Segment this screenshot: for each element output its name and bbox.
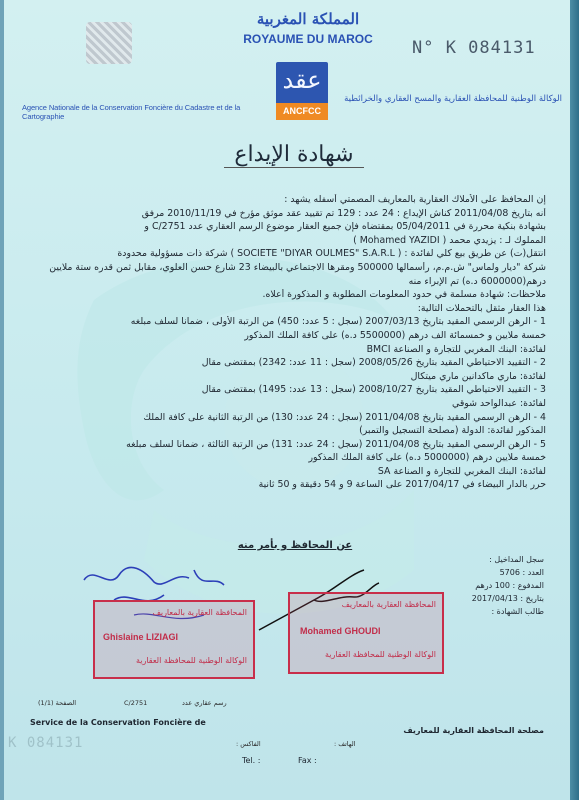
body-line: 1 - الرهن الرسمي المقيد بتاريخ 2007/03/13 (سجل : 5 عدد: 450) من الرتبة الأولى ، ضمانا لسلف مبلغه (130, 316, 546, 328)
body-line: خمسة ملايين و خمسمائة الف درهم (5500000 د.ه) على كافة الملك المذكور (244, 329, 546, 341)
body-line: شركة "ديار ولماس" ش.م.م، رأسمالها 500000 ومقرها الاجتماعي بالبيضاء 23 شارع حسن العلوي، مقابل ثمن قدره ستة ملايين (49, 261, 546, 273)
service-name-arabic: مصلحة المحافظة العقارية للمعاريف (403, 726, 544, 735)
body-line: درهم(6000000 د.ه) تم الإبراء منه (408, 275, 546, 287)
kingdom-french: ROYAUME DU MAROC (243, 32, 373, 46)
background-edge (570, 0, 579, 800)
left-stamp-line-1: المحافظة العقارية بالمعاريف (152, 608, 247, 617)
service-name-french: Service de la Conservation Foncière de (30, 718, 206, 727)
certificate-serial: N° K 084131 (412, 38, 536, 58)
body-line: خمسة ملايين درهم (5000000 د.ه) على كافة الملك المذكور (308, 452, 546, 464)
logo-label: ANCFCC (276, 103, 328, 120)
registry-number-label: العدد : (522, 568, 544, 577)
agency-name-arabic: الوكالة الوطنية للمحافظة العقارية والمسح العقاري والخرائطية (344, 94, 562, 104)
title-number: C/2751 (124, 699, 148, 707)
certificate-body (38, 194, 546, 493)
left-official-stamp (93, 600, 255, 679)
fax-label-french: Fax : (298, 756, 317, 765)
body-line: لفائدة: ماري ماكدانين ماري ميتكال (410, 370, 546, 382)
right-stamp-line-2: الوكالة الوطنية للمحافظة العقارية (324, 650, 436, 659)
page-indicator: الصفحة (1/1) (38, 699, 77, 707)
body-line: المذكور لفائدة: الدولة (مصلحة التسجيل والتمبر) (359, 425, 546, 437)
registry-paid: 100 درهم (475, 581, 510, 590)
body-line: 2 - التقييد الاحتياطي المقيد بتاريخ 2008/05/26 (سجل : 11 عدد: 2342) بمقتضى مقال (201, 357, 546, 369)
agency-name-french: Agence Nationale de la Conservation Foncière du Cadastre et de la Cartographie (22, 103, 241, 121)
body-line: حرر بالدار البيضاء في 2017/04/17 على الساعة 9 و 54 دقيقة و 50 ثانية (258, 479, 546, 491)
title-number-label: رسم عقاري عدد (182, 699, 227, 707)
body-line: بشهادة بنكية محررة في 05/04/2011 بمقتضاه فإن جميع العقار موضوع الرسم العقاري عدد C/2751 و (144, 221, 546, 233)
body-line: 4 - الرهن الرسمي المقيد بتاريخ 2011/04/08 (سجل : 24 عدد: 130) من الرتبة الثانية على كافة الملك (143, 411, 546, 423)
body-line: 5 - الرهن الرسمي المقيد بتاريخ 2011/04/08 (سجل : 24 عدد: 131) من الرتبة الثالثة ، ضمانا لسلف مبلغه (126, 438, 546, 450)
phone-label-arabic: الهاتف : (334, 740, 356, 748)
body-line: لفائدة: البنك المغربي للتجارة و الصناعة SA (377, 465, 546, 477)
logo-glyph: عقد (282, 66, 322, 94)
body-line: لفائدة: عبدالواحد شوقي (452, 397, 546, 409)
left-stamp-name: Ghislaine LIZIAGI (103, 632, 179, 642)
tel-label-french: Tel. : (242, 756, 261, 765)
right-stamp-name: Mohamed GHOUDI (300, 626, 381, 636)
watermark-serial: K 084131 (8, 735, 84, 751)
document-title: شهادة الإيداع (224, 142, 364, 168)
registry-date: 2017/04/13 (471, 594, 518, 603)
registry-date-label: بتاريخ : (520, 594, 544, 603)
registry-label: سجل المداخيل : (489, 555, 544, 564)
certificate-page (4, 0, 570, 800)
signature-caption: عن المحافظ و بأمر منه (237, 540, 353, 551)
body-line: ملاحظات: شهادة مسلمة في حدود المعلومات المطلوبة و المذكورة أعلاه. (262, 289, 546, 301)
kingdom-arabic: المملكة المغربية (256, 10, 360, 28)
body-line: أنه بتاريخ 2011/04/08 كناش الإيداع : 24 عدد : 129 تم تقييد عقد موثق مؤرخ في 2010/11/19 مرفق (141, 207, 546, 219)
body-line: لفائدة: البنك المغربي للتجارة و الصناعة BMCI (366, 343, 546, 355)
hologram-sticker (86, 22, 132, 64)
right-official-stamp (288, 592, 444, 674)
registry-number: 5706 (499, 568, 520, 577)
body-line: إن المحافظ على الأملاك العقارية بالمعاريف المصمتي أسفله يشهد : (284, 194, 546, 205)
fax-label-arabic: الفاكس : (236, 740, 261, 748)
right-stamp-line-1: المحافظة العقارية بالمعاريف (341, 600, 436, 609)
revenue-registry (444, 555, 544, 620)
requester-label: طالب الشهادة : (491, 607, 544, 616)
body-line: انتقل(ت) عن طريق بيع كلي لفائدة : ( SOCIETE "DIYAR OULMES" S.A.R.L ) شركة ذات مسؤولية محدودة (117, 248, 546, 260)
registry-paid-label: المدفوع : (512, 581, 544, 590)
body-line: 3 - التقييد الاحتياطي المقيد بتاريخ 2008/10/27 (سجل : 13 عدد: 1495) بمقتضى مقال (201, 384, 546, 396)
body-line: هذا العقار مثقل بالتحملات التالية: (417, 302, 546, 314)
body-line: المملوك لـ : يزيدي محمد ( Mohamed YAZIDI ) (353, 234, 546, 246)
left-stamp-line-2: الوكالة الوطنية للمحافظة العقارية (135, 656, 247, 665)
